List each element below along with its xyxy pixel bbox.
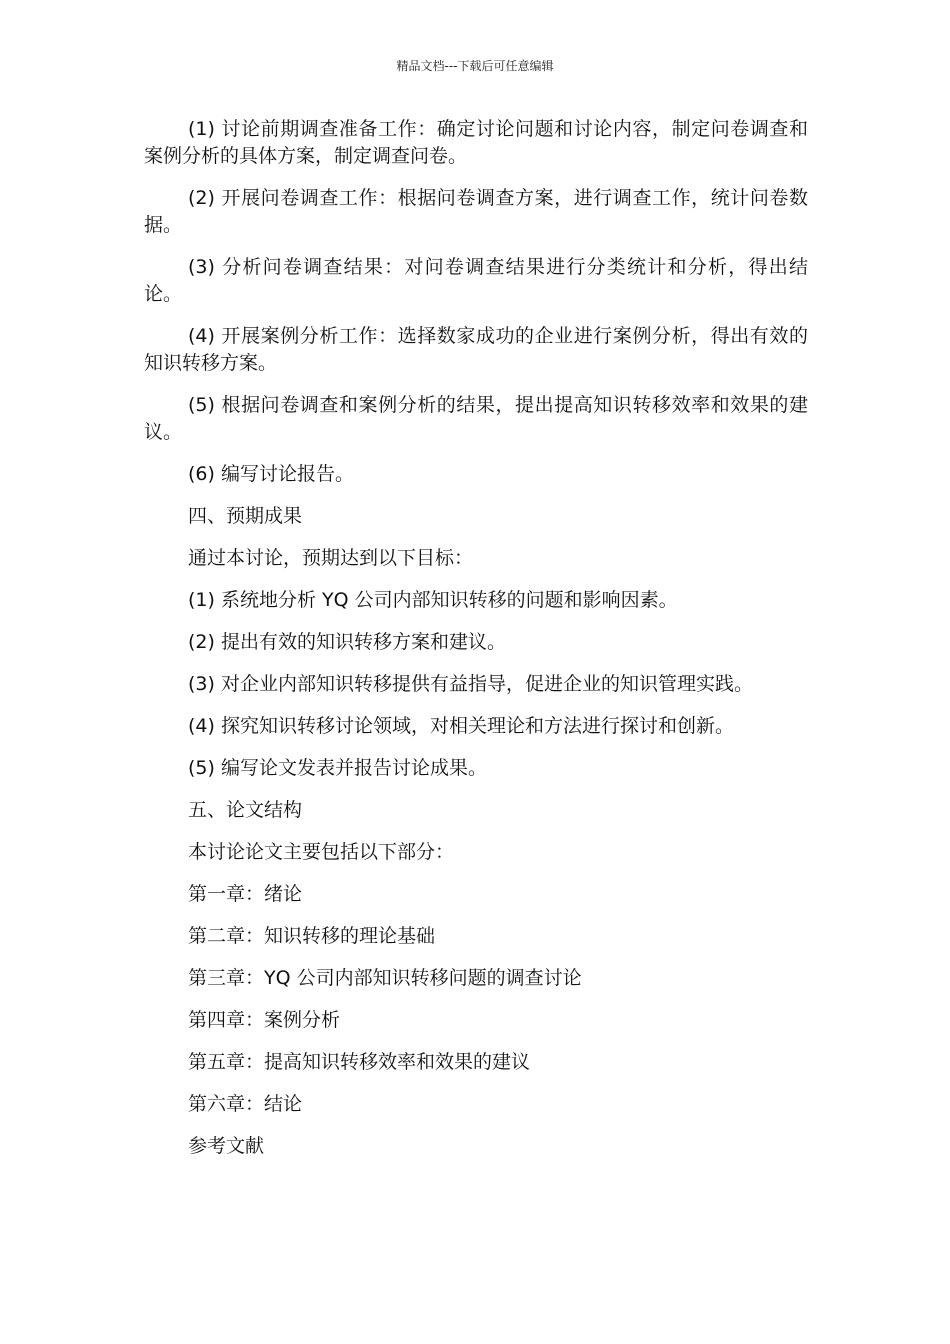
step-6-line: (6) 编写讨论报告。 (188, 463, 354, 485)
section-heading-paper-structure: 五、论文结构 (188, 799, 303, 821)
step-3-paragraph: (3) 分析问卷调查结果：对问卷调查结果进行分类统计和分析，得出结论。 (144, 256, 808, 305)
chapter-6: 第六章：结论 (188, 1093, 303, 1115)
references: 参考文献 (188, 1135, 265, 1157)
goal-4: (4) 探究知识转移讨论领域，对相关理论和方法进行探讨和创新。 (188, 715, 734, 737)
page-header: 精品文档---下载后可任意编辑 (396, 59, 554, 73)
chapter-5: 第五章：提高知识转移效率和效果的建议 (188, 1051, 531, 1073)
goal-1: (1) 系统地分析 YQ 公司内部知识转移的问题和影响因素。 (188, 589, 678, 611)
chapter-2: 第二章：知识转移的理论基础 (188, 925, 436, 947)
chapter-1: 第一章：绪论 (188, 883, 303, 905)
chapter-3: 第三章：YQ 公司内部知识转移问题的调查讨论 (188, 967, 582, 989)
chapter-4: 第四章：案例分析 (188, 1009, 341, 1031)
goal-5: (5) 编写论文发表并报告讨论成果。 (188, 757, 487, 779)
step-1-paragraph: (1) 讨论前期调查准备工作：确定讨论问题和讨论内容，制定问卷调查和案例分析的具体方案，制定调查问卷。 (144, 118, 808, 167)
step-2-paragraph: (2) 开展问卷调查工作：根据问卷调查方案，进行调查工作，统计问卷数据。 (144, 187, 808, 236)
section-heading-expected-results: 四、预期成果 (188, 505, 303, 527)
document-body (144, 116, 808, 1160)
step-5-paragraph: (5) 根据问卷调查和案例分析的结果，提出提高知识转移效率和效果的建议。 (144, 394, 808, 443)
goal-2: (2) 提出有效的知识转移方案和建议。 (188, 631, 506, 653)
structure-intro: 本讨论论文主要包括以下部分： (188, 841, 455, 863)
goal-3: (3) 对企业内部知识转移提供有益指导，促进企业的知识管理实践。 (188, 673, 753, 695)
goals-intro: 通过本讨论，预期达到以下目标： (188, 547, 474, 569)
step-4-paragraph: (4) 开展案例分析工作：选择数家成功的企业进行案例分析，得出有效的知识转移方案。 (144, 325, 808, 374)
